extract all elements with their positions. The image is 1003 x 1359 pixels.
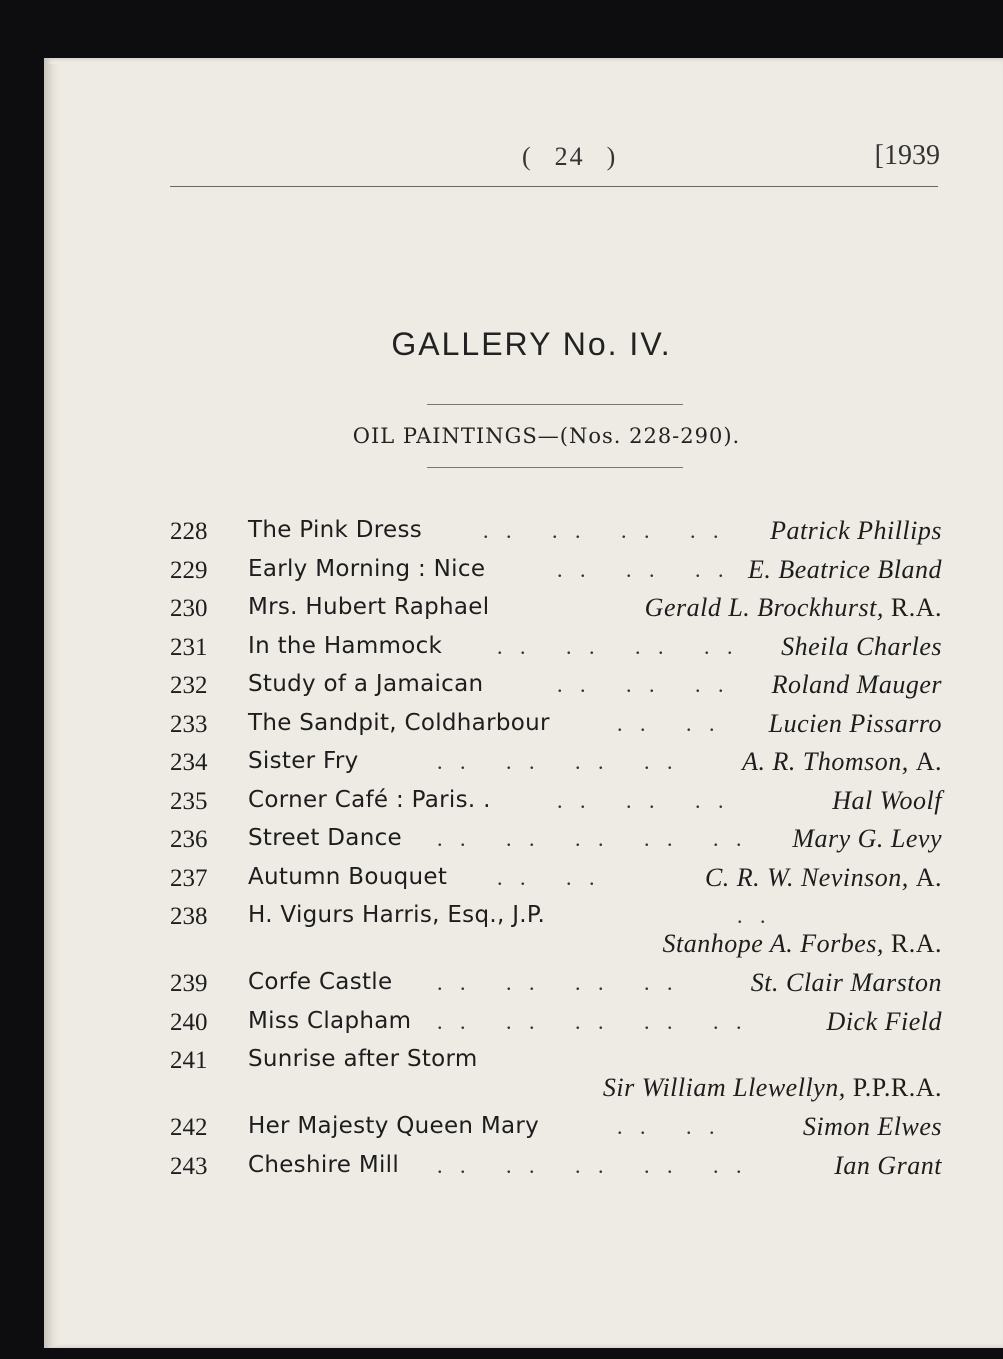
catalogue-entry xyxy=(170,555,942,593)
entry-artist xyxy=(603,1073,942,1103)
entry-number: 242 xyxy=(170,1114,208,1141)
header-rule xyxy=(170,186,938,187)
leader-dots: . . . . xyxy=(617,710,721,736)
artist-honour: P.P.R.A. xyxy=(852,1073,942,1102)
entry-number: 235 xyxy=(170,787,208,815)
entry-number: 243 xyxy=(170,1152,208,1180)
divider-bottom xyxy=(427,467,683,468)
entry-title: Cheshire Mill xyxy=(248,1151,400,1178)
entry-title: Sunrise after Storm xyxy=(248,1046,478,1072)
entry-artist xyxy=(832,786,942,816)
entry-title: Street Dance xyxy=(248,825,402,851)
entry-artist xyxy=(827,1007,942,1037)
entry-number: 237 xyxy=(170,864,208,892)
entry-number: 229 xyxy=(170,556,208,584)
entry-title: Study of a Jamaican xyxy=(248,671,484,697)
leader-dots: . . . . xyxy=(617,1114,721,1139)
leader-dots: . . . . . . xyxy=(557,787,730,813)
entry-title: Corfe Castle xyxy=(248,969,393,995)
entry-title: Sister Fry xyxy=(248,748,359,774)
artist-name: Stanhope A. Forbes, xyxy=(662,929,891,958)
divider-top xyxy=(427,404,683,405)
catalogue-entry xyxy=(170,901,942,967)
entry-title: H. Vigurs Harris, Esq., J.P. xyxy=(248,902,546,928)
artist-honour: A. xyxy=(915,862,942,892)
entry-title: The Pink Dress xyxy=(248,517,423,543)
entry-number: 239 xyxy=(170,970,208,997)
entry-artist xyxy=(705,863,942,893)
artist-name: Gerald L. Brockhurst, xyxy=(644,593,891,622)
entry-number: 233 xyxy=(170,710,208,738)
leader-dots: . . . . . . xyxy=(557,556,730,582)
leader-dots: . . . . . . . . . . xyxy=(437,1008,748,1034)
entry-number: 236 xyxy=(170,826,208,853)
leader-dots: . . . . . . . . xyxy=(437,970,679,995)
entry-artist xyxy=(751,968,942,998)
entry-number: 238 xyxy=(170,903,208,930)
catalogue-entry xyxy=(170,1045,942,1111)
catalogue-entry xyxy=(170,863,942,901)
artist-honour: R.A. xyxy=(890,929,942,958)
entry-number: 230 xyxy=(170,595,208,622)
leader-dots: . . xyxy=(737,903,772,928)
page-number xyxy=(500,142,639,172)
catalogue-entry xyxy=(170,1112,942,1150)
entry-number: 232 xyxy=(170,672,208,699)
entry-artist xyxy=(748,555,942,585)
catalogue-entry xyxy=(170,593,942,631)
artist-name: Hal Woolf xyxy=(832,785,942,815)
artist-name: Roland Mauger xyxy=(771,670,942,699)
catalogue-entry xyxy=(170,786,942,824)
catalogue-entry xyxy=(170,824,942,862)
entry-number: 228 xyxy=(170,518,208,545)
entry-title: The Sandpit, Coldharbour xyxy=(248,709,550,736)
artist-name: Lucien Pissarro xyxy=(768,708,942,738)
leader-dots: . . . . . . . . . . xyxy=(437,1152,748,1178)
entry-artist xyxy=(834,1151,942,1181)
entry-number: 234 xyxy=(170,749,208,776)
entry-number: 240 xyxy=(170,1008,208,1036)
paren-open: ( xyxy=(522,142,533,171)
entry-title: Early Morning : Nice xyxy=(248,555,486,582)
entry-artist xyxy=(781,632,942,662)
entry-artist xyxy=(792,824,942,854)
leader-dots: . . . . . . . . . . xyxy=(437,826,748,851)
catalogue-entry xyxy=(170,670,942,708)
catalogue-entry xyxy=(170,516,942,554)
entry-artist xyxy=(769,709,942,739)
leader-dots: . . . . . . . . xyxy=(483,518,725,543)
artist-name: Simon Elwes xyxy=(802,1112,942,1141)
catalogue-year: [1939 xyxy=(874,140,940,171)
page-number-value: 24 xyxy=(554,142,585,171)
entry-title: Autumn Bouquet xyxy=(248,863,448,890)
leader-dots: . . . . . . . . xyxy=(497,633,739,659)
entry-title: Her Majesty Queen Mary xyxy=(248,1113,540,1139)
catalogue-entry xyxy=(170,1007,942,1045)
leader-dots: . . . . xyxy=(497,864,601,890)
entry-artist xyxy=(772,670,942,700)
artist-honour: A. xyxy=(915,747,942,776)
artist-name: Sir William Llewellyn, xyxy=(602,1073,853,1102)
entry-artist xyxy=(770,516,942,546)
entry-title: Corner Café : Paris. . xyxy=(248,786,491,813)
entry-title: Miss Clapham xyxy=(248,1007,412,1034)
entry-artist xyxy=(663,929,942,959)
catalogue-entry xyxy=(170,632,942,670)
artist-name: E. Beatrice Bland xyxy=(747,554,942,584)
gallery-title: GALLERY No. IV. xyxy=(391,326,672,362)
catalogue-entry xyxy=(170,968,942,1006)
entry-number: 231 xyxy=(170,633,208,661)
catalogue-entry xyxy=(170,709,942,747)
page-edge xyxy=(44,64,60,1346)
entry-artist xyxy=(742,747,942,777)
catalogue-entry xyxy=(170,747,942,785)
artist-name: Ian Grant xyxy=(834,1150,942,1180)
entry-title: In the Hammock xyxy=(248,632,443,659)
artist-name: Dick Field xyxy=(826,1006,942,1036)
page-header xyxy=(170,138,940,178)
entry-artist xyxy=(645,593,942,623)
artist-name: C. R. W. Nevinson, xyxy=(704,862,916,892)
leader-dots: . . . . . . . . xyxy=(437,749,679,774)
artist-name: St. Clair Marston xyxy=(750,968,942,997)
paren-close: ) xyxy=(606,142,618,171)
catalogue-entry xyxy=(170,1151,942,1189)
section-title: OIL PAINTINGS—(Nos. 228-290). xyxy=(352,424,741,448)
artist-name: Sheila Charles xyxy=(781,631,942,661)
artist-name: Mary G. Levy xyxy=(792,824,942,853)
artist-name: Patrick Phillips xyxy=(770,516,942,545)
entry-number: 241 xyxy=(170,1047,208,1074)
artist-name: A. R. Thomson, xyxy=(742,747,916,776)
entry-artist xyxy=(803,1112,942,1142)
leader-dots: . . . . . . xyxy=(557,672,730,697)
entry-title: Mrs. Hubert Raphael xyxy=(248,594,490,620)
artist-honour: R.A. xyxy=(890,593,942,622)
